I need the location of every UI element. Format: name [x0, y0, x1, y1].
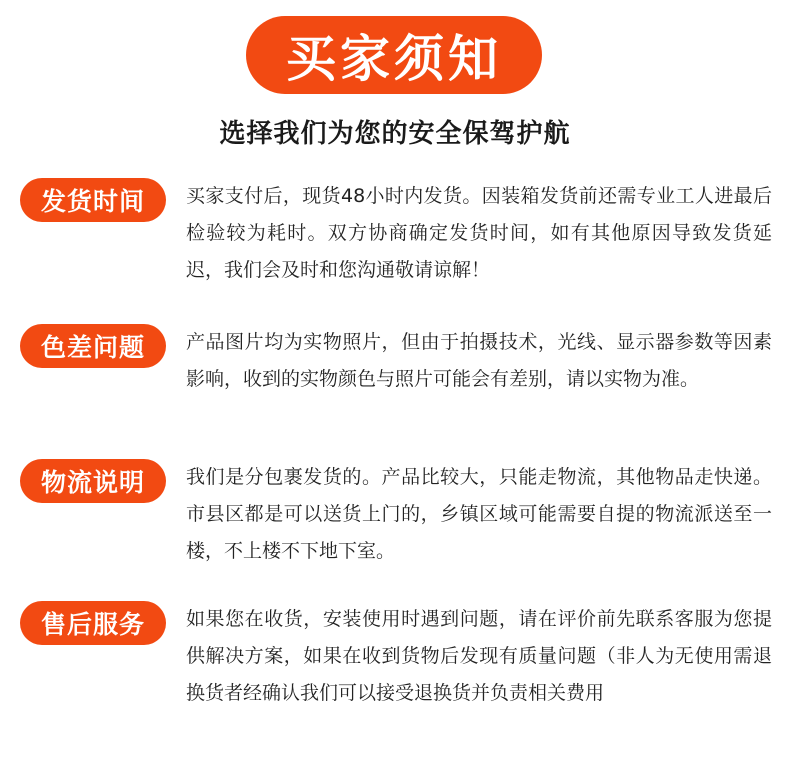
- section-label: 发货时间: [40, 187, 145, 216]
- section-text: 我们是分包裹发货的。产品比较大，只能走物流，其他物品走快递。市县区都是可以送货上门的，乡镇区域可能需要自提的物流派送至一楼，不上楼不下地下室。: [186, 466, 772, 562]
- section-label-badge: [20, 459, 166, 503]
- page-title: 买家须知: [286, 30, 502, 88]
- section-text: 产品图片均为实物照片，但由于拍摄技术，光线、显示器参数等因素影响，收到的实物颜色与照片可能会有差别，请以实物为准。: [186, 331, 772, 390]
- section-text: 如果您在收货，安装使用时遇到问题，请在评价前先联系客服为您提供解决方案，如果在收到货物后发现有质量问题（非人为无使用需退换货者经确认我们可以接受退换货并负责相关费用: [186, 608, 772, 704]
- section-label-badge: [20, 178, 166, 222]
- section-label-badge: [20, 601, 166, 645]
- page-title-badge: [246, 16, 542, 94]
- page-subtitle: 选择我们为您的安全保驾护航: [219, 119, 571, 149]
- section-label: 物流说明: [40, 468, 145, 497]
- section-label: 色差问题: [40, 333, 145, 362]
- section-label-badge: [20, 324, 166, 368]
- section-text: 买家支付后，现货48小时内发货。因装箱发货前还需专业工人进最后检验较为耗时。双方协商确定发货时间，如有其他原因导致发货延迟，我们会及时和您沟通敬请谅解！: [186, 185, 772, 281]
- section-label: 售后服务: [40, 610, 145, 639]
